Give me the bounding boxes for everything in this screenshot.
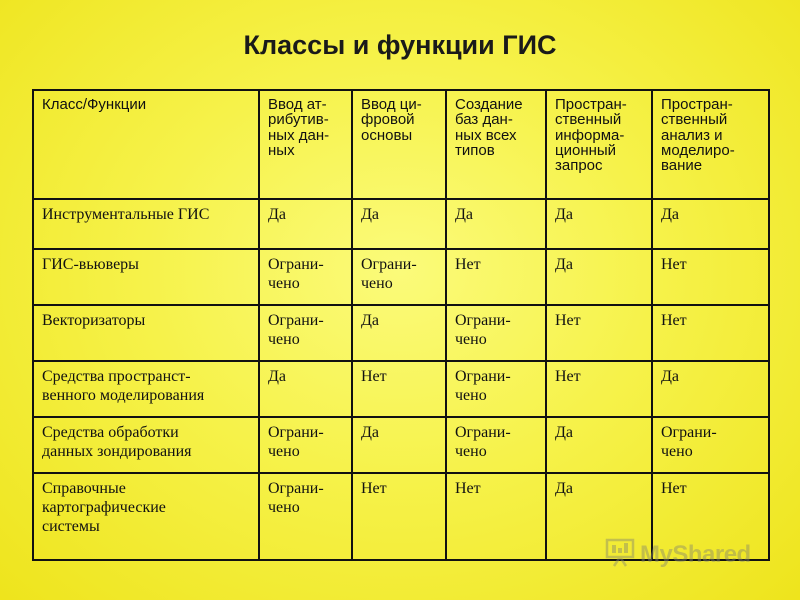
table-cell: Инструментальные ГИС xyxy=(33,199,259,249)
slide-title: Классы и функции ГИС xyxy=(243,30,557,60)
table-cell: Да xyxy=(352,305,446,361)
header-cell xyxy=(446,90,546,199)
table-cell: Нет xyxy=(546,305,652,361)
table-cell: Ограни- чено xyxy=(259,249,352,305)
table-cell: Ограни- чено xyxy=(352,249,446,305)
table-row xyxy=(33,361,769,417)
watermark-text: MyShared xyxy=(640,540,751,568)
table-cell: Да xyxy=(546,417,652,473)
header-cell-text: Ввод ат- рибутив- ных дан- ных xyxy=(268,96,330,159)
table-cell: Ограни- чено xyxy=(259,473,352,560)
header-cell xyxy=(546,90,652,199)
table-cell: Нет xyxy=(652,249,769,305)
table-row xyxy=(33,249,769,305)
table-cell: Ограни- чено xyxy=(446,305,546,361)
table-cell: Справочные картографические системы xyxy=(33,473,259,560)
table-header-row xyxy=(33,90,769,199)
header-cell-text: Простран- ственный информа- ционный запрос xyxy=(555,96,627,175)
table-cell: Да xyxy=(546,473,652,560)
table-cell: Да xyxy=(446,199,546,249)
table-cell: Нет xyxy=(446,249,546,305)
table-cell: Векторизаторы xyxy=(33,305,259,361)
table-cell: Ограни- чено xyxy=(446,417,546,473)
header-cell-text: Простран- ственный анализ и моделиро- вание xyxy=(661,96,735,175)
table-cell: Ограни- чено xyxy=(446,361,546,417)
header-cell xyxy=(259,90,352,199)
table-row xyxy=(33,199,769,249)
table-cell: Ограни- чено xyxy=(259,305,352,361)
header-cell-text: Создание баз дан- ных всех типов xyxy=(455,96,523,159)
table-cell: Нет xyxy=(352,361,446,417)
header-cell xyxy=(33,90,259,199)
presentation-board-icon xyxy=(604,537,636,572)
table-cell: Да xyxy=(259,199,352,249)
table-cell: Да xyxy=(259,361,352,417)
gis-functions-table xyxy=(32,89,770,561)
table-cell: Да xyxy=(652,199,769,249)
table-cell: Да xyxy=(546,249,652,305)
table-cell: Нет xyxy=(352,473,446,560)
table-cell: Ограни- чено xyxy=(652,417,769,473)
header-cell xyxy=(652,90,769,199)
table-cell: Нет xyxy=(652,473,769,560)
watermark xyxy=(604,537,751,572)
table-cell: Да xyxy=(352,417,446,473)
table-cell: Средства обработки данных зондирования xyxy=(33,417,259,473)
table-cell: Да xyxy=(546,199,652,249)
table-cell: Средства пространст- венного моделирования xyxy=(33,361,259,417)
table-cell: Да xyxy=(352,199,446,249)
table-cell: Ограни- чено xyxy=(259,417,352,473)
header-cell-text: Класс/Функции xyxy=(42,96,147,113)
table-cell: Нет xyxy=(446,473,546,560)
header-cell xyxy=(352,90,446,199)
table-cell: Нет xyxy=(652,305,769,361)
table-cell: Нет xyxy=(546,361,652,417)
table-cell: ГИС-вьюверы xyxy=(33,249,259,305)
table-cell: Да xyxy=(652,361,769,417)
header-cell-text: Ввод ци- фровой основы xyxy=(361,96,422,144)
table-row xyxy=(33,305,769,361)
table-row xyxy=(33,417,769,473)
